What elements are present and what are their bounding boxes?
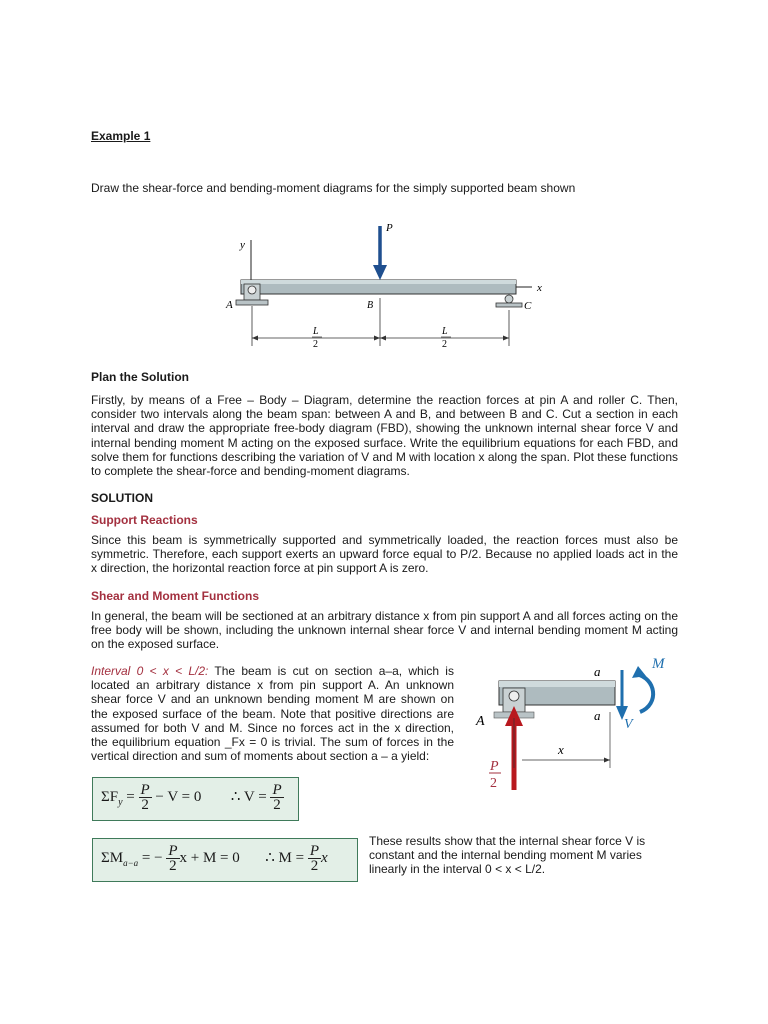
eq1-rest: − V = 0 [155, 788, 202, 805]
eq1-result-num: P [272, 782, 282, 798]
point-c-label: C [524, 300, 532, 312]
eq1-result-fraction [270, 783, 283, 812]
shear-moment-heading: Shear and Moment Functions [91, 589, 260, 603]
eq1-lhs: ΣF [101, 788, 119, 805]
conclusion-text: These results show that the internal shear force V is constant and the internal bending moment M varies linearly in the interval 0 < x < L/2. [369, 834, 646, 877]
eq2-lhs-sub: a−a [123, 857, 139, 868]
point-a-label: A [226, 299, 233, 311]
equation-1-box [92, 777, 299, 821]
interval-label: Interval 0 < x < L/2: [91, 664, 209, 678]
interval-paragraph [91, 664, 454, 763]
intro-text: Draw the shear-force and bending-moment diagrams for the simply supported beam shown [91, 181, 576, 195]
half-span-right-den: 2 [442, 339, 447, 350]
eq1-therefore: ∴ V = [230, 788, 267, 805]
eq1-equals: = [126, 788, 135, 805]
reaction-den: 2 [490, 776, 497, 791]
plan-text: Firstly, by means of a Free – Body – Diagram, determine the reaction forces at pin A and roller C. Then, consider two intervals along the beam span: between A and B, and between B and C. Cut a section in each interval and draw the appropriate free-body diagram (FBD), showing the unknown internal shear force V and internal bending moment M acting on the exposed surface. Write the equilibrium equations for each FBD, and solve them for functions describing the variation of V and M with location x along the span. Plot these functions to complete the shear-force and bending-moment diagrams. [91, 393, 678, 479]
load-arrow [373, 226, 387, 280]
fbd-x-label: x [558, 742, 564, 757]
equation-2 [101, 844, 328, 873]
half-span-left-num: L [313, 326, 319, 337]
beam-figure [220, 218, 560, 353]
solution-heading: SOLUTION [91, 491, 153, 505]
eq2-result-den: 2 [310, 858, 319, 874]
half-span-left-den: 2 [313, 339, 318, 350]
y-axis-label: y [240, 239, 245, 251]
moment-label: M [652, 656, 665, 672]
eq2-frac-num: P [168, 843, 178, 859]
load-label: P [386, 222, 393, 234]
eq1-fraction [139, 783, 152, 812]
fbd-figure [470, 650, 690, 795]
section-label-top: a [594, 664, 601, 679]
shear-arrow [616, 670, 628, 720]
shear-moment-text: In general, the beam will be sectioned at an arbitrary distance x from pin support A and all forces acting on the free body will be shown, including the unknown internal shear force V and internal bending moment M acting on the exposed surface. [91, 609, 678, 652]
point-b-label: B [367, 300, 374, 311]
interval-text: The beam is cut on section a–a, which is located an arbitrary distance x from pin support A. An unknown shear force V and an unknown bending moment M are shown on the exposed surface of the beam. Note that positive directions are assumed for both V and M. Since no forces act in the x direction, the equilibrium equation _Fx = 0 is trivial. The sum of forces in the vertical direction and sum of moments about section a – a yield: [91, 664, 454, 764]
equation-2-box [92, 838, 358, 882]
half-span-right-num: L [442, 326, 448, 337]
eq1-result-den: 2 [273, 797, 281, 813]
eq1-lhs-sub: y [118, 796, 123, 808]
eq2-result-num: P [309, 843, 320, 859]
support-reactions-text: Since this beam is symmetrically supported and symmetrically loaded, the reaction forces must also be symmetric. Therefore, each support exerts an upward force equal to P/2. Because no applied loads act in the x direction, the horizontal reaction force at pin support A is zero. [91, 533, 678, 576]
eq2-equals: = − [141, 849, 163, 866]
eq1-frac-num: P [140, 782, 150, 798]
fbd-point-a: A [476, 714, 485, 729]
example-title: Example 1 [91, 129, 151, 143]
moment-arrow [632, 666, 653, 712]
reaction-num: P [490, 759, 499, 774]
eq2-fraction [166, 844, 179, 873]
eq1-frac-den: 2 [141, 797, 149, 813]
plan-heading: Plan the Solution [91, 370, 189, 384]
support-reactions-heading: Support Reactions [91, 513, 198, 527]
eq2-frac-den: 2 [169, 858, 177, 874]
eq2-rest: x + M = 0 [179, 849, 240, 866]
equation-1 [101, 783, 284, 812]
eq2-lhs: ΣM [101, 849, 124, 866]
eq2-result-x: x [321, 849, 328, 866]
section-label-bottom: a [594, 708, 601, 723]
fbd-x-dimension [522, 758, 610, 763]
x-axis-label: x [537, 282, 542, 294]
eq2-result-fraction [308, 844, 321, 873]
eq2-therefore: ∴ M = [265, 849, 305, 866]
roller-support-c [496, 295, 522, 307]
shear-label: V [624, 717, 633, 732]
